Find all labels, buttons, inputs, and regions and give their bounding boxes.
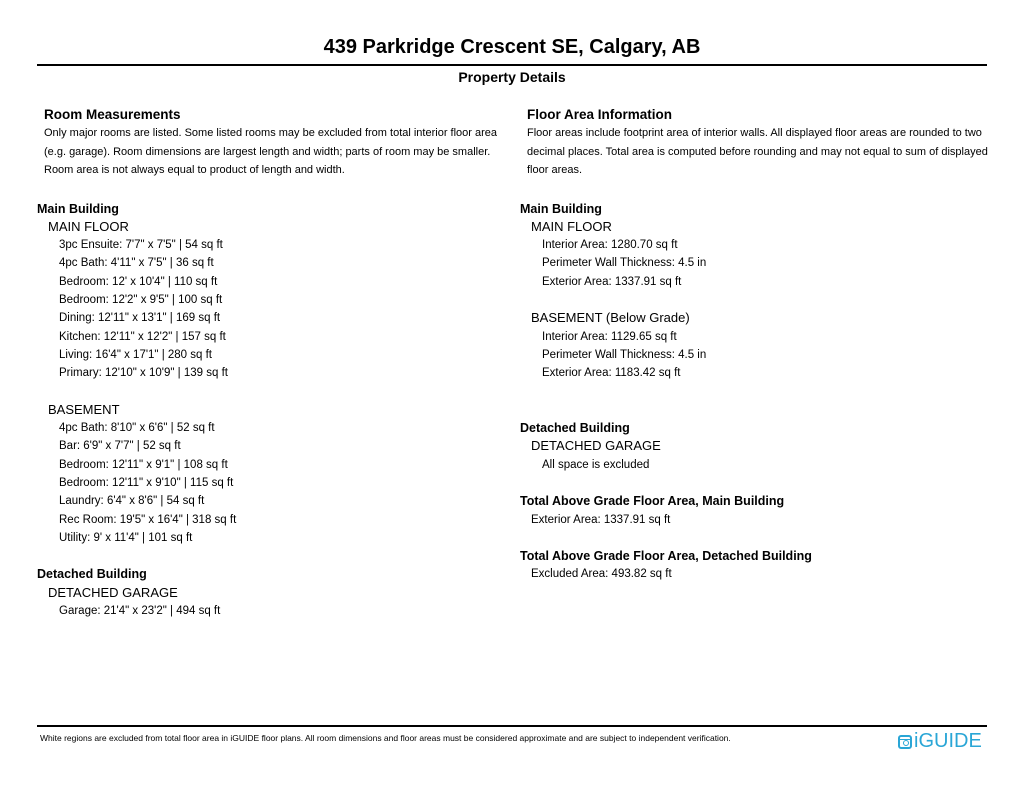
room-item: Dining: 12'11" x 13'1" | 169 sq ft bbox=[59, 312, 221, 325]
floor-area-note: Floor areas include footprint area of interior walls. All displayed floor areas are rounded to two decimal places. Total area is computed before rounding and may not equal to sum of displayed floor areas. bbox=[527, 127, 988, 176]
footer-divider bbox=[37, 725, 987, 727]
floor-label: BASEMENT (Below Grade) bbox=[531, 310, 690, 326]
room-item: Bar: 6'9" x 7'7" | 52 sq ft bbox=[59, 440, 181, 453]
room-item: Laundry: 6'4" x 8'6" | 54 sq ft bbox=[59, 495, 205, 508]
room-measurements-title: Room Measurements bbox=[44, 107, 181, 122]
area-item: Interior Area: 1280.70 sq ft bbox=[542, 239, 678, 252]
floor-area-section bbox=[520, 106, 997, 584]
floor-label: DETACHED GARAGE bbox=[531, 438, 661, 454]
building-label: Main Building bbox=[520, 201, 602, 216]
room-item: Kitchen: 12'11" x 12'2" | 157 sq ft bbox=[59, 330, 226, 343]
building-label: Detached Building bbox=[37, 567, 147, 582]
page-title: 439 Parkridge Crescent SE, Calgary, AB bbox=[323, 36, 701, 58]
floor-label: MAIN FLOOR bbox=[48, 218, 129, 234]
room-item: Utility: 9' x 11'4" | 101 sq ft bbox=[59, 531, 193, 544]
floor-label: DETACHED GARAGE bbox=[48, 584, 178, 600]
room-measurements-note: Only major rooms are listed. Some listed rooms may be excluded from total interior floor area (e.g. garage). Room dimensions are largest length and width; parts of room may be smaller. Room area is not always equal to product of length and width. bbox=[44, 127, 498, 176]
room-item: Bedroom: 12'11" x 9'1" | 108 sq ft bbox=[59, 458, 228, 471]
iguide-logo bbox=[898, 730, 982, 753]
area-item: All space is excluded bbox=[542, 458, 650, 471]
room-item: 3pc Ensuite: 7'7" x 7'5" | 54 sq ft bbox=[59, 239, 223, 252]
footer-disclaimer: White regions are excluded from total floor area in iGUIDE floor plans. All room dimensions and floor areas must be considered approximate and are subject to independent verification. bbox=[40, 733, 731, 743]
camera-box-icon bbox=[898, 735, 912, 749]
building-label: Detached Building bbox=[520, 421, 630, 436]
total-label: Total Above Grade Floor Area, Main Building bbox=[520, 494, 785, 509]
room-item: Bedroom: 12'2" x 9'5" | 100 sq ft bbox=[59, 293, 223, 306]
room-item: Living: 16'4" x 17'1" | 280 sq ft bbox=[59, 348, 212, 361]
floor-area-tree bbox=[0, 200, 997, 584]
logo-text: iGUIDE bbox=[914, 730, 982, 752]
room-item: Primary: 12'10" x 10'9" | 139 sq ft bbox=[59, 367, 228, 380]
room-item: Garage: 21'4" x 23'2" | 494 sq ft bbox=[59, 605, 221, 618]
floor-label: BASEMENT bbox=[48, 401, 120, 417]
area-item: Exterior Area: 1337.91 sq ft bbox=[542, 275, 682, 288]
building-label: Main Building bbox=[37, 201, 119, 216]
area-item: Perimeter Wall Thickness: 4.5 in bbox=[542, 348, 707, 361]
area-item: Exterior Area: 1183.42 sq ft bbox=[542, 367, 681, 380]
page-subtitle: Property Details bbox=[458, 69, 566, 85]
room-item: 4pc Bath: 4'11" x 7'5" | 36 sq ft bbox=[59, 257, 214, 270]
total-label: Total Above Grade Floor Area, Detached Building bbox=[520, 549, 812, 564]
floor-area-title: Floor Area Information bbox=[527, 107, 673, 122]
total-value: Exterior Area: 1337.91 sq ft bbox=[531, 513, 671, 526]
room-item: Bedroom: 12' x 10'4" | 110 sq ft bbox=[59, 275, 218, 288]
header-divider bbox=[37, 64, 987, 66]
room-item: Bedroom: 12'11" x 9'10" | 115 sq ft bbox=[59, 476, 234, 489]
room-item: Rec Room: 19'5" x 16'4" | 318 sq ft bbox=[59, 513, 237, 526]
area-item: Perimeter Wall Thickness: 4.5 in bbox=[542, 257, 707, 270]
area-item: Interior Area: 1129.65 sq ft bbox=[542, 330, 677, 343]
floor-label: MAIN FLOOR bbox=[531, 218, 612, 234]
room-item: 4pc Bath: 8'10" x 6'6" | 52 sq ft bbox=[59, 422, 215, 435]
total-value: Excluded Area: 493.82 sq ft bbox=[531, 568, 672, 581]
